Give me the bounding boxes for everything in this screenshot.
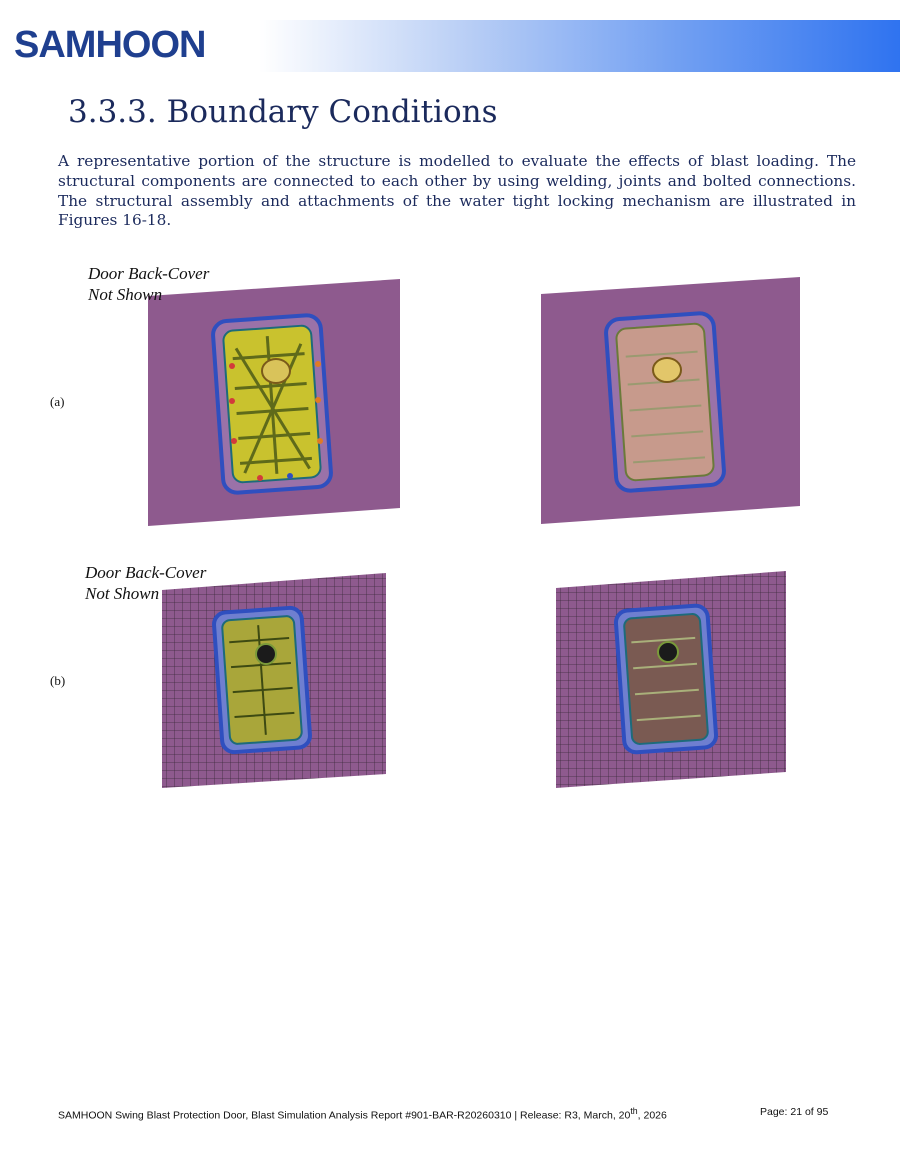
caption-line-2: Not Shown — [85, 584, 160, 603]
samhoon-logo: SAMHOON — [14, 24, 206, 66]
footer-report-pre: SAMHOON Swing Blast Protection Door, Blast Simulation Analysis Report #901-BAR-R20260310 | Release: R3, March, 20 — [58, 1109, 631, 1122]
door-model-a-left — [140, 276, 405, 531]
caption-line-1: Door Back-Cover — [88, 264, 210, 283]
section-title: 3.3.3. Boundary Conditions — [68, 94, 498, 130]
page-number: Page: 21 of 95 — [760, 1106, 829, 1118]
footer-report-post: , 2026 — [637, 1109, 667, 1122]
row-label-b: (b) — [50, 673, 66, 688]
door-model-a-right — [535, 274, 805, 529]
figure-caption-b — [85, 562, 206, 604]
caption-line-1: Door Back-Cover — [85, 563, 207, 582]
footer-report-sup: th — [630, 1106, 638, 1116]
caption-line-2: Not Shown — [88, 285, 163, 304]
door-model-b-right — [552, 568, 790, 792]
intro-paragraph: A representative portion of the structure is modelled to evaluate the effects of blast loading. The structural components are connected to each other by using welding, joints and bolted connections. The structural assembly and attachments of the water tight locking mechanism are illustrated in Figures 16-18. — [58, 152, 856, 230]
footer-report-info — [58, 1106, 667, 1122]
row-label-a: (a) — [50, 394, 65, 409]
figure-caption-a — [88, 263, 209, 305]
